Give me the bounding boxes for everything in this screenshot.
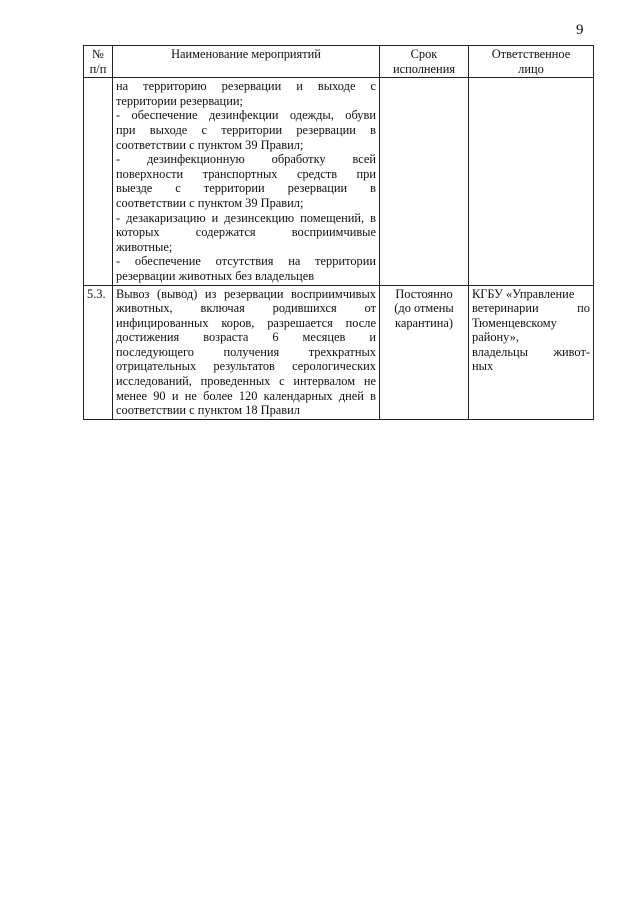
measure-text-line: животные;	[116, 239, 173, 254]
measure-text-line: исследований, проведенных с интервалом не	[116, 374, 376, 389]
measure-text-line: на территорию резервации и выходе с	[116, 79, 376, 94]
table-row	[84, 78, 594, 285]
measure-text-line: поверхности транспортных средств при	[116, 166, 376, 181]
measure-text-line: - обеспечение отсутствия на территории	[116, 254, 376, 269]
page-number: 9	[576, 22, 584, 38]
measure-text-line: отрицательных результатов серологических	[116, 359, 376, 374]
header-num	[84, 46, 113, 78]
table-header-row	[84, 46, 594, 78]
responsible-text-line: ветеринарии по	[472, 301, 590, 316]
measure-text-line: территории резервации;	[116, 93, 243, 108]
responsible-text-line: Тюменцевскому	[472, 315, 557, 330]
row1-measure	[113, 78, 380, 285]
header-num-line: п/п	[89, 61, 107, 76]
measure-text-line: соответствии с пунктом 39 Правил;	[116, 195, 304, 210]
measure-text-line: последующего получения трехкратных	[116, 344, 376, 359]
header-term-line: исполнения	[392, 61, 456, 76]
responsible-text-line: ных	[472, 359, 494, 374]
term-text-line: карантина)	[395, 315, 453, 330]
row2-term	[380, 285, 469, 419]
measure-text-line: выезде с территории резервации в	[116, 181, 376, 196]
header-num-line: №	[92, 47, 104, 61]
header-term	[380, 46, 469, 78]
header-name: Наименование мероприятий	[113, 46, 380, 78]
row2-resp	[469, 285, 594, 419]
measure-text-line: животных, включая родившихся от	[116, 301, 376, 316]
row1-resp	[469, 78, 594, 285]
measure-text-line: - обеспечение дезинфекции одежды, обуви	[116, 108, 376, 123]
measure-text-line: которых содержатся восприимчивые	[116, 225, 376, 240]
header-resp-line: Ответственное	[491, 47, 571, 61]
header-term-line: Срок	[410, 47, 438, 61]
header-resp-line: лицо	[518, 61, 544, 76]
term-text-line: (до отмены	[394, 301, 454, 316]
responsible-text-line: владельцы живот-	[472, 344, 590, 359]
measure-text-line: соответствии с пунктом 39 Правил;	[116, 137, 304, 152]
row2-measure	[113, 285, 380, 419]
term-text-line: Постоянно	[395, 286, 453, 301]
measure-text-line: Вывоз (вывод) из резервации восприимчивых	[116, 286, 376, 301]
table-row	[84, 285, 594, 419]
header-resp	[469, 46, 594, 78]
measures-table	[83, 45, 594, 420]
measure-text-line: - дезакаризацию и дезинсекцию помещений, в	[116, 210, 376, 225]
measure-text-line: - дезинфекционную обработку всей	[116, 152, 376, 167]
responsible-text-line: району»,	[472, 330, 519, 345]
row2-num: 5.3.	[84, 285, 113, 419]
row1-num	[84, 78, 113, 285]
measure-text-line: достижения возраста 6 месяцев и	[116, 330, 376, 345]
measure-text-line: при выходе с территории резервации в	[116, 122, 376, 137]
row1-term	[380, 78, 469, 285]
measure-text-line: инфицированных коров, разрешается после	[116, 315, 376, 330]
measure-text-line: соответствии с пунктом 18 Правил	[116, 403, 300, 418]
measure-text-line: резервации животных без владельцев	[116, 268, 315, 283]
measure-text-line: менее 90 и не более 120 календарных дней в	[116, 388, 376, 403]
responsible-text-line: КГБУ «Управление	[472, 286, 575, 301]
